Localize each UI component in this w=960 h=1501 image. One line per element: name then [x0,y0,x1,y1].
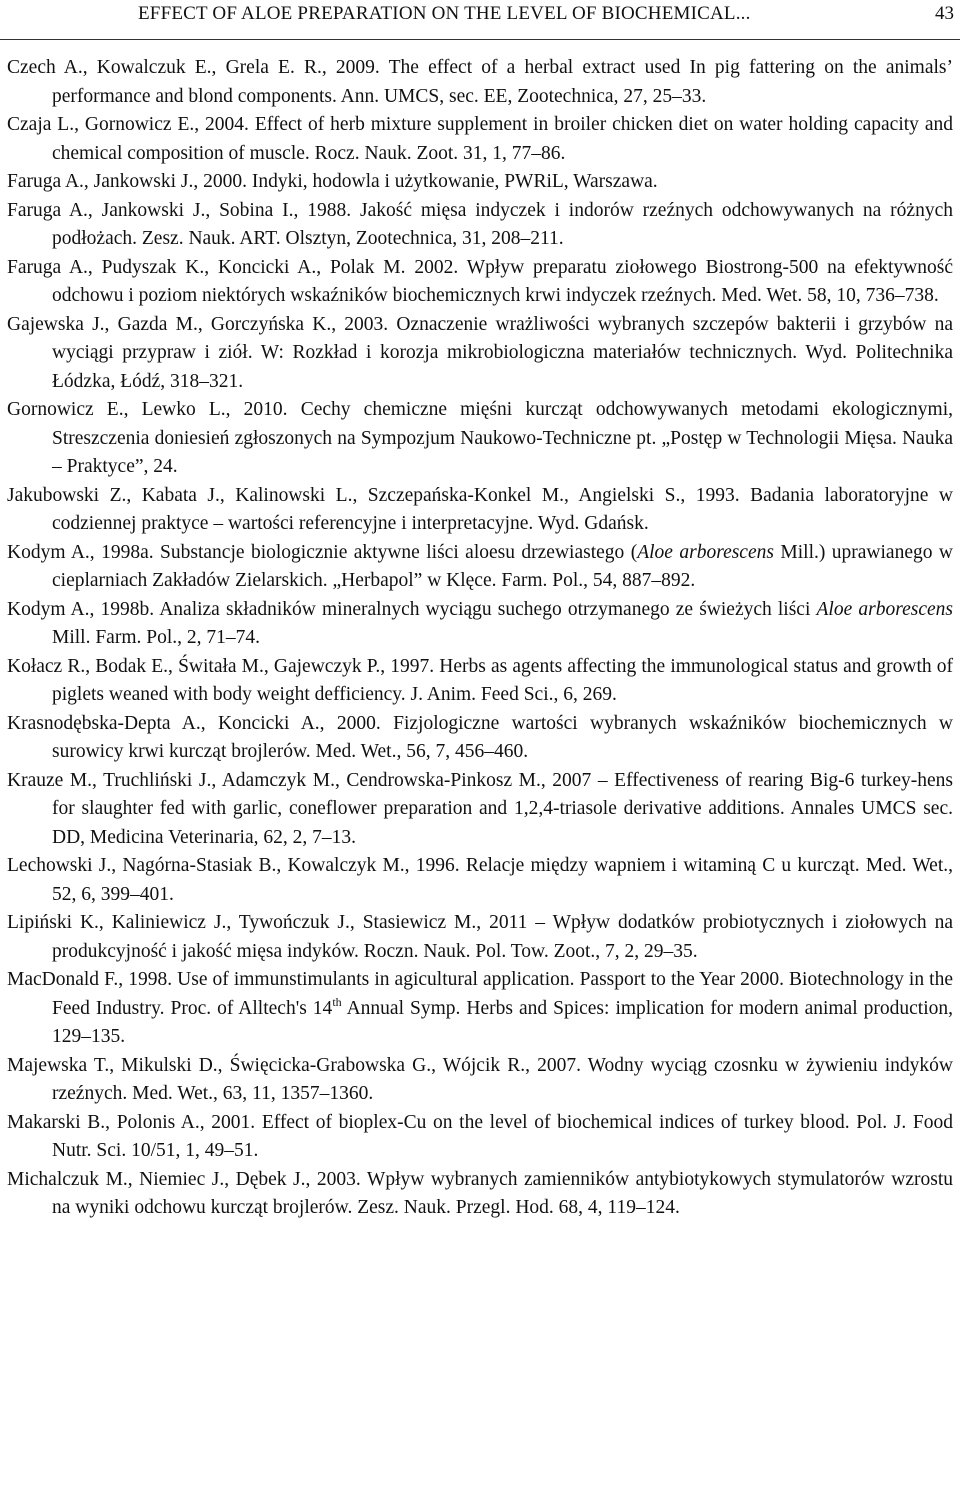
reference-item [7,1109,953,1166]
reference-item [7,909,953,966]
reference-text: Kołacz R., Bodak E., Świtała M., Gajewczyk P., 1997. Herbs as agents affecting the immunological status and growth of piglets weaned with body weight defficiency. J. Anim. Feed Sci., 6, 269. [7,655,953,705]
reference-item [7,767,953,853]
reference-list [7,54,953,1223]
reference-text: Krauze M., Truchliński J., Adamczyk M., Cendrowska-Pinkosz M., 2007 – Effectiveness of rearing Big-6 turkey-hens for slaughter fed with garlic, coneflower preparation and 1,2,4-triasole derivative additions. Annales UMCS sec. DD, Medicina Veterinaria, 62, 2, 7–13. [7,769,953,848]
reference-text: Krasnodębska-Depta A., Koncicki A., 2000. Fizjologiczne wartości wybranych wskaźników biochemicznych w surowicy krwi kurcząt brojlerów. Med. Wet., 56, 7, 456–460. [7,712,953,762]
reference-item [7,710,953,767]
reference-text: Lechowski J., Nagórna-Stasiak B., Kowalczyk M., 1996. Relacje między wapniem i witaminą C u kurcząt. Med. Wet., 52, 6, 399–401. [7,855,953,905]
page-number: 43 [935,3,954,24]
reference-text: Faruga A., Pudyszak K., Koncicki A., Polak M. 2002. Wpływ preparatu ziołowego Biostrong-500 na efektywność odchowu i poziom niektórych wskaźników biochemicznych krwi indyczek rzeźnych. Med. Wet. 58, 10, 736–738. [7,256,953,306]
reference-text: Gajewska J., Gazda M., Gorczyńska K., 2003. Oznaczenie wrażliwości wybranych szczepów bakterii i grzybów na wyciągi przypraw i ziół. W: Rozkład i korozja mikrobiologiczna materiałów technicznych. Wyd. Politechnika Łódzka, Łódź, 318–321. [7,313,953,392]
reference-item [7,396,953,482]
reference-text: Czaja L., Gornowicz E., 2004. Effect of herb mixture supplement in broiler chicken diet on water holding capacity and chemical composition of muscle. Rocz. Nauk. Zoot. 31, 1, 77–86. [7,114,953,164]
reference-item [7,168,953,197]
reference-item [7,596,953,653]
reference-text: MacDonald F., 1998. Use of immunstimulants in agicultural application. Passport to the Year 2000. Biotechnology in the Feed Industry. Proc. of Alltech's 14 [7,969,953,1019]
reference-item [7,197,953,254]
reference-item [7,1052,953,1109]
reference-item [7,311,953,397]
reference-item [7,54,953,111]
reference-text: Michalczuk M., Niemiec J., Dębek J., 2003. Wpływ wybranych zamienników antybiotykowych stymulatorów wzrostu na wyniki odchowu kurcząt brojlerów. Zesz. Nauk. Przegl. Hod. 68, 4, 119–124. [7,1168,953,1218]
reference-text: Czech A., Kowalczuk E., Grela E. R., 2009. The effect of a herbal extract used In pig fattering on the animals’ performance and blond components. Ann. UMCS, sec. EE, Zootechnica, 27, 25–33. [7,57,953,107]
reference-item [7,254,953,311]
reference-item [7,539,953,596]
reference-item [7,852,953,909]
reference-item [7,1166,953,1223]
reference-text: Mill. Farm. Pol., 2, 71–74. [52,627,261,648]
reference-text: Faruga A., Jankowski J., Sobina I., 1988. Jakość mięsa indyczek i indorów rzeźnych odchowywanych na różnych podłożach. Zesz. Nauk. ART. Olsztyn, Zootechnica, 31, 208–211. [7,199,953,249]
species-name: Aloe arborescens [816,598,953,620]
reference-item [7,111,953,168]
reference-text: Annual Symp. Herbs and Spices: implication for modern animal production, 129–135. [52,997,953,1047]
reference-item [7,966,953,1052]
ordinal-superscript: th [332,994,342,1009]
running-header [0,0,960,40]
species-name: Aloe arborescens [637,541,774,563]
reference-text: Mill.) uprawianego w cieplarniach Zakładów Zielarskich. „Herbapol” w Klęce. Farm. Pol., 54, 887–892. [52,541,953,591]
reference-text: Makarski B., Polonis A., 2001. Effect of bioplex-Cu on the level of biochemical indices of turkey blood. Pol. J. Food Nutr. Sci. 10/51, 1, 49–51. [7,1111,953,1161]
reference-text: Faruga A., Jankowski J., 2000. Indyki, hodowla i użytkowanie, PWRiL, Warszawa. [7,171,658,192]
running-title: EFFECT OF ALOE PREPARATION ON THE LEVEL OF BIOCHEMICAL... [138,3,751,24]
reference-text: Jakubowski Z., Kabata J., Kalinowski L., Szczepańska-Konkel M., Angielski S., 1993. Badania laboratoryjne w codziennej praktyce – wartości referencyjne i interpretacyjne. Wyd. Gdańsk. [7,484,953,534]
reference-text: Kodym A., 1998b. Analiza składników mineralnych wyciągu suchego otrzymanego ze świeżych liści [7,598,817,620]
reference-text: Gornowicz E., Lewko L., 2010. Cechy chemiczne mięśni kurcząt odchowywanych metodami ekologicznymi, Streszczenia doniesień zgłoszonych na Sympozjum Naukowo-Techniczne pt. „Postęp w Technologii Mięsa. Nauka – Praktyce”, 24. [7,399,953,477]
reference-text: Majewska T., Mikulski D., Święcicka-Grabowska G., Wójcik R., 2007. Wodny wyciąg czosnku w żywieniu indyków rzeźnych. Med. Wet., 63, 11, 1357–1360. [7,1054,953,1104]
reference-text: Lipiński K., Kaliniewicz J., Tywończuk J., Stasiewicz M., 2011 – Wpływ dodatków probiotycznych i ziołowych na produkcyjność i jakość mięsa indyków. Roczn. Nauk. Pol. Tow. Zoot., 7, 2, 29–35. [7,912,953,962]
reference-item [7,653,953,710]
reference-text: Kodym A., 1998a. Substancje biologicznie aktywne liści aloesu drzewiastego ( [7,541,638,563]
reference-item [7,482,953,539]
